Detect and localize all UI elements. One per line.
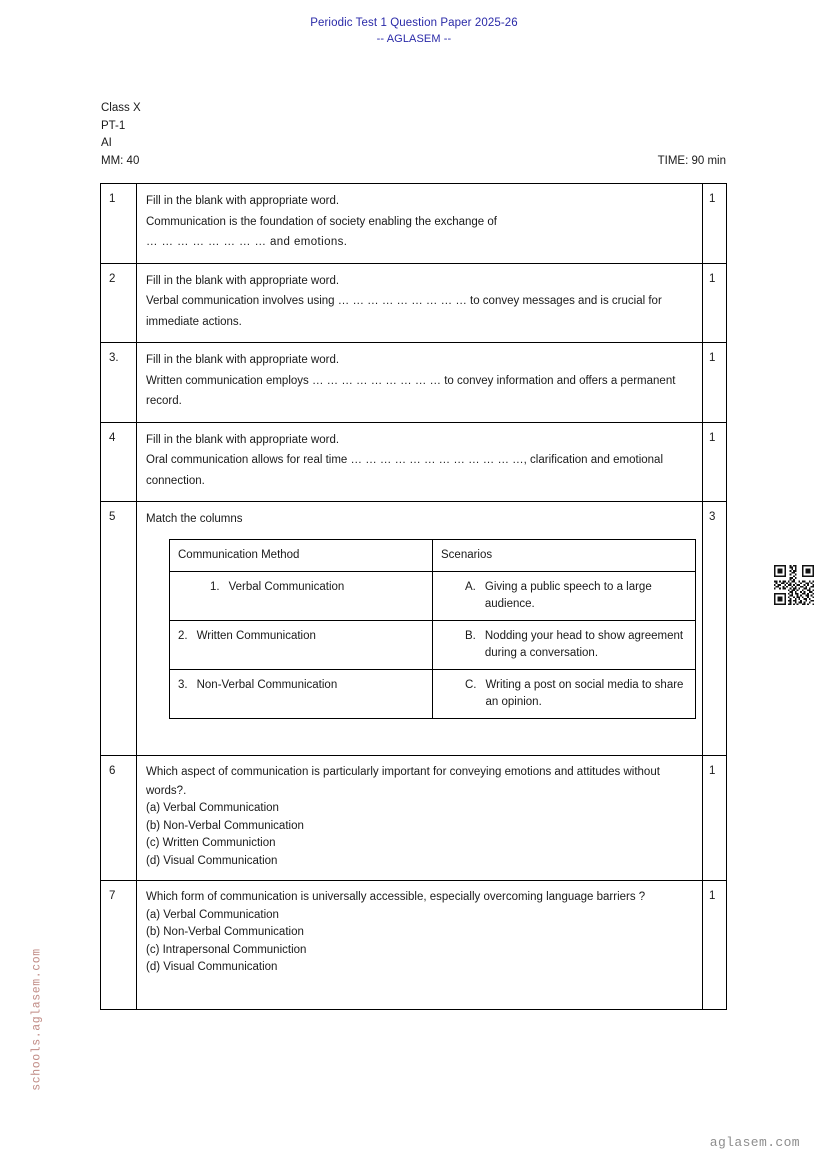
question-prompt: Match the columns [146, 513, 243, 525]
question-marks-cell [703, 422, 727, 502]
match-item-text: Non-Verbal Communication [196, 679, 338, 691]
match-header-cell-left [170, 539, 433, 572]
question-marks-cell [703, 343, 727, 423]
match-cell-method [170, 572, 433, 621]
question-body-cell [137, 343, 703, 423]
match-item-marker: 1. [210, 581, 220, 593]
question-line: … … … … … … … … and emotions. [146, 236, 348, 248]
table-row [101, 881, 727, 1010]
test-label: PT-1 [101, 119, 126, 132]
question-marks: 1 [709, 272, 716, 285]
question-option: (b) Non-Verbal Communication [146, 819, 304, 832]
match-header-cell-right [433, 539, 696, 572]
question-option: (d) Visual Communication [146, 854, 278, 867]
meta-row-test [101, 118, 726, 136]
question-line: Oral communication allows for real time … … … … … … … … … … … …, clarification and emotional connection. [146, 454, 664, 487]
match-cell-scenario [433, 621, 696, 670]
match-row [170, 572, 696, 621]
question-line: Fill in the blank with appropriate word. [146, 274, 340, 287]
match-cell-scenario [433, 572, 696, 621]
meta-row-marks-time [101, 153, 726, 171]
question-body-cell [137, 756, 703, 881]
table-row [101, 263, 727, 343]
side-watermark: schools.aglasem.com [30, 948, 44, 1091]
match-cell-method [170, 621, 433, 670]
question-stem: Which aspect of communication is particularly important for conveying emotions and attitudes without words?. [146, 766, 660, 797]
table-row [101, 422, 727, 502]
class-label: Class X [101, 102, 141, 114]
match-cell-scenario [433, 670, 696, 719]
match-cell-method [170, 670, 433, 719]
scenario-marker: A. [465, 581, 476, 593]
match-row [170, 670, 696, 719]
table-row [101, 502, 727, 756]
max-marks-label: MM: 40 [101, 154, 140, 167]
table-row [101, 184, 727, 264]
scenario-text: Writing a post on social media to share an opinion. [485, 679, 684, 708]
match-row [170, 621, 696, 670]
question-stem: Which form of communication is universally accessible, especially overcoming language barriers ? [146, 891, 646, 903]
match-item-marker: 2. [178, 630, 188, 642]
question-number: 3. [109, 352, 119, 364]
question-line: Fill in the blank with appropriate word. [146, 433, 340, 446]
question-line: Verbal communication involves using … … … … … … … … … to convey messages and is crucial for immediate actions. [146, 295, 662, 328]
scenario-text: Nodding your head to show agreement during a conversation. [484, 630, 684, 659]
question-line: Written communication employs … … … … … … … … … to convey information and offers a permanent record. [146, 374, 676, 407]
question-body-cell [137, 881, 703, 1010]
match-column-header: Communication Method [178, 548, 300, 561]
question-marks: 1 [709, 193, 716, 205]
question-marks-cell [703, 756, 727, 881]
table-row [101, 343, 727, 423]
question-paper-table [100, 183, 727, 1010]
question-option: (c) Written Communiction [146, 837, 276, 849]
question-number-cell [101, 756, 137, 881]
question-body-cell [137, 422, 703, 502]
time-label: TIME: 90 min [657, 154, 726, 167]
question-number: 4 [109, 431, 116, 444]
question-number: 1 [109, 193, 116, 205]
question-line: Communication is the foundation of society enabling the exchange of [146, 215, 497, 228]
qr-code-icon [772, 563, 816, 607]
document-subtitle: -- AGLASEM -- [376, 33, 452, 45]
question-marks: 3 [709, 511, 716, 523]
question-number-cell [101, 881, 137, 1010]
match-column-header: Scenarios [441, 548, 493, 561]
question-option: (d) Visual Communication [146, 961, 278, 973]
question-body-cell [137, 502, 703, 756]
question-number: 7 [109, 890, 116, 902]
question-marks: 1 [709, 890, 716, 902]
meta-row-subject [101, 135, 726, 153]
document-title: Periodic Test 1 Question Paper 2025-26 [310, 17, 518, 29]
question-marks: 1 [709, 765, 716, 777]
question-line: Fill in the blank with appropriate word. [146, 354, 340, 366]
bottom-watermark: aglasem.com [709, 1135, 800, 1150]
question-body-cell [137, 263, 703, 343]
question-number-cell [101, 422, 137, 502]
match-header-row [170, 539, 696, 572]
document-header [0, 15, 828, 47]
match-item-marker: 3. [178, 679, 188, 691]
question-marks: 1 [709, 431, 716, 444]
match-columns-wrapper [137, 530, 702, 756]
table-row [101, 756, 727, 881]
match-item-text: Verbal Communication [228, 581, 345, 593]
question-option: (a) Verbal Communication [146, 802, 279, 814]
scenario-marker: C. [465, 679, 477, 691]
question-marks-cell [703, 881, 727, 1010]
match-item-text: Written Communication [196, 630, 316, 642]
question-option: (c) Intrapersonal Communiction [146, 943, 307, 956]
question-marks: 1 [709, 352, 716, 364]
match-columns-table [169, 539, 696, 720]
question-number-cell [101, 263, 137, 343]
scenario-text: Giving a public speech to a large audience. [484, 581, 652, 610]
meta-row-class [101, 100, 726, 118]
question-number-cell [101, 184, 137, 264]
question-marks-cell [703, 263, 727, 343]
exam-meta-block [101, 100, 726, 170]
question-marks-cell [703, 502, 727, 756]
question-body-cell [137, 184, 703, 264]
question-option: (b) Non-Verbal Communication [146, 926, 304, 938]
question-line: Fill in the blank with appropriate word. [146, 195, 340, 207]
question-number-cell [101, 502, 137, 756]
question-number-cell [101, 343, 137, 423]
scenario-marker: B. [465, 630, 476, 642]
question-number: 2 [109, 272, 116, 285]
question-number: 6 [109, 765, 116, 777]
question-number: 5 [109, 511, 116, 523]
subject-label: AI [101, 137, 112, 149]
question-marks-cell [703, 184, 727, 264]
question-option: (a) Verbal Communication [146, 908, 279, 921]
